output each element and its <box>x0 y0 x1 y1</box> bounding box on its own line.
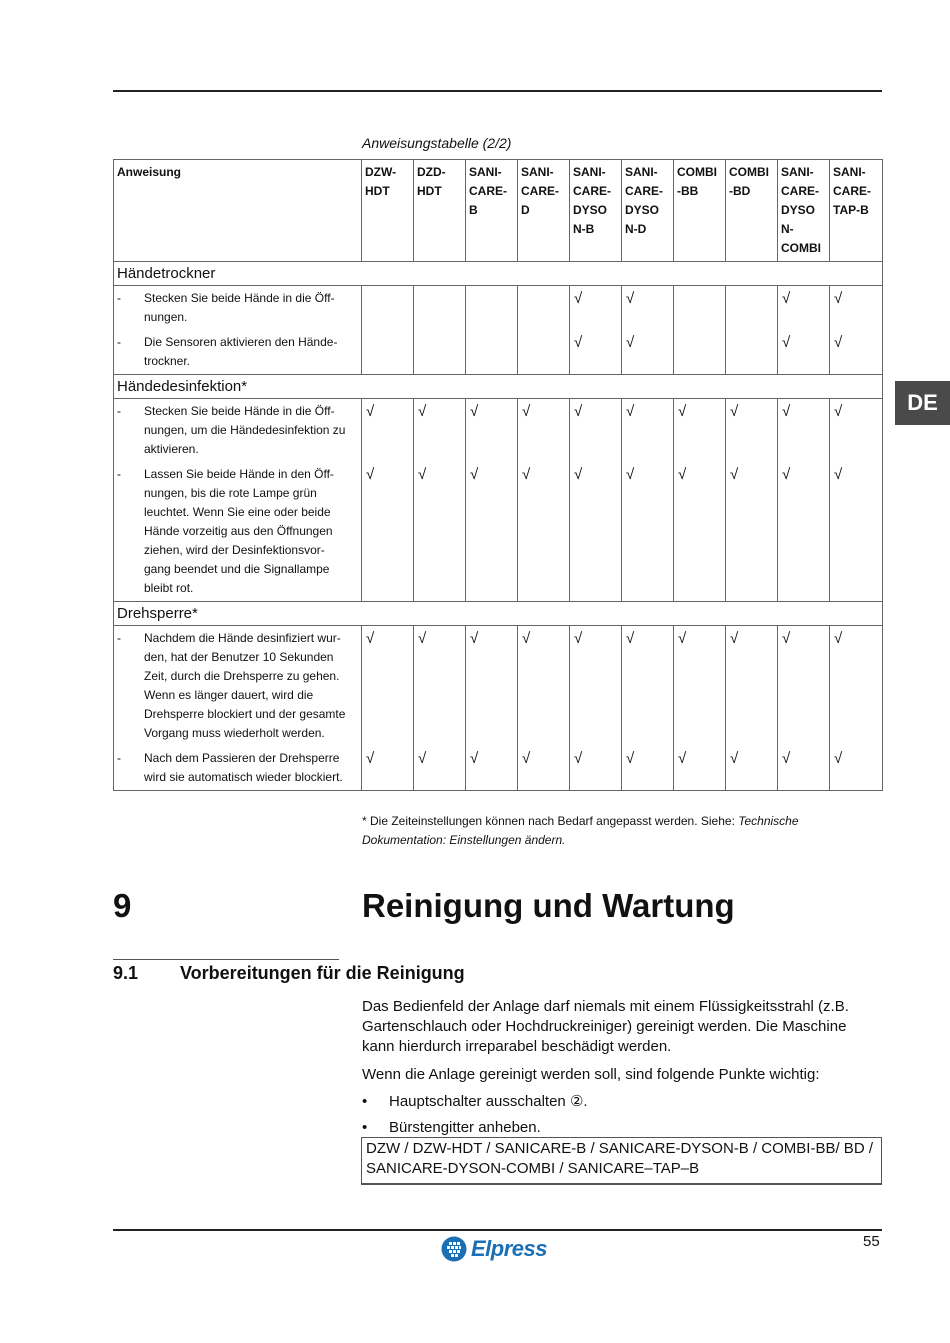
check-mark: √ <box>782 334 791 351</box>
check-cell <box>362 286 414 375</box>
section-row <box>114 602 883 626</box>
check-mark: √ <box>522 403 531 420</box>
step-line: nungen, um die Händedesinfektion zu <box>144 423 346 437</box>
header-model <box>570 160 622 262</box>
check-mark: √ <box>366 630 375 647</box>
header-model-line: DZW- <box>365 165 397 179</box>
step-line: wird sie automatisch wieder blockiert. <box>144 770 343 784</box>
check-mark: √ <box>834 403 843 420</box>
step-dash: - <box>117 335 121 349</box>
step-item <box>117 629 358 743</box>
step-line: Nach dem Passieren der Drehsperre <box>144 751 340 765</box>
elpress-logo <box>441 1236 547 1262</box>
empty-mark <box>418 333 461 371</box>
check-cell <box>518 626 570 791</box>
steps-cell <box>114 626 362 791</box>
check-mark: √ <box>730 630 739 647</box>
check-mark: √ <box>834 334 843 351</box>
check-mark: √ <box>574 334 583 351</box>
header-model-line: COMBI <box>677 165 717 179</box>
empty-mark <box>522 289 565 333</box>
step-line: bleibt rot. <box>144 581 194 595</box>
check-mark: √ <box>782 403 791 420</box>
section-title: Drehsperre* <box>114 602 883 626</box>
check-cell <box>674 399 726 602</box>
check-cell <box>622 399 674 602</box>
check-cell <box>830 626 883 791</box>
step-line: aktivieren. <box>144 442 199 456</box>
check-mark: √ <box>730 403 739 420</box>
check-cell <box>778 286 830 375</box>
check-cell <box>518 399 570 602</box>
step-line: leuchtet. Wenn Sie eine oder beide <box>144 505 331 519</box>
check-cell <box>362 399 414 602</box>
check-mark: √ <box>730 750 739 767</box>
header-model <box>414 160 466 262</box>
check-mark: √ <box>418 403 427 420</box>
check-mark: √ <box>834 466 843 483</box>
header-model-line: SANI- <box>625 165 658 179</box>
table-caption: Anweisungstabelle (2/2) <box>362 135 512 151</box>
check-mark: √ <box>678 630 687 647</box>
step-text <box>144 333 337 371</box>
header-model-line: SANI- <box>833 165 866 179</box>
step-dash: - <box>117 291 121 305</box>
step-line: den, hat der Benutzer 10 Sekunden <box>144 650 334 664</box>
check-mark: √ <box>574 750 583 767</box>
header-model-line: DZD- <box>417 165 446 179</box>
check-mark: √ <box>678 466 687 483</box>
check-cell <box>830 286 883 375</box>
check-mark: √ <box>626 403 635 420</box>
step-dash: - <box>117 467 121 481</box>
check-mark: √ <box>366 750 375 767</box>
check-mark: √ <box>678 403 687 420</box>
check-mark: √ <box>574 403 583 420</box>
step-line: Wenn es länger dauert, wird die <box>144 688 314 702</box>
step-line: Drehsperre blockiert und der gesamte <box>144 707 346 721</box>
header-model-line: N- <box>781 222 794 236</box>
step-line: ziehen, wird der Desinfektionsvor- <box>144 543 325 557</box>
header-model <box>674 160 726 262</box>
header-model-line: B <box>469 203 478 217</box>
steps-row <box>114 399 883 602</box>
header-model-line: D <box>521 203 530 217</box>
chapter-title: Reinigung und Wartung <box>362 887 735 924</box>
check-cell <box>570 286 622 375</box>
check-mark: √ <box>574 290 583 307</box>
header-model-line: SANI- <box>469 165 502 179</box>
empty-mark <box>678 289 721 333</box>
check-mark: √ <box>834 750 843 767</box>
step-line: nungen. <box>144 310 188 324</box>
check-mark: √ <box>522 630 531 647</box>
check-cell <box>674 626 726 791</box>
header-model-line: COMBI <box>729 165 769 179</box>
check-mark: √ <box>626 334 635 351</box>
check-mark: √ <box>782 466 791 483</box>
empty-mark <box>730 289 773 333</box>
check-mark: √ <box>366 403 375 420</box>
step-item <box>117 289 358 327</box>
header-model-line: SANI- <box>781 165 814 179</box>
empty-mark <box>470 333 513 371</box>
check-mark: √ <box>470 466 479 483</box>
empty-mark <box>366 289 409 333</box>
step-item <box>117 465 358 598</box>
section-title: Händedesinfektion* <box>114 375 883 399</box>
check-mark: √ <box>626 290 635 307</box>
empty-mark <box>470 289 513 333</box>
check-cell <box>466 286 518 375</box>
chapter-number: 9 <box>113 887 132 924</box>
check-mark: √ <box>470 403 479 420</box>
header-rule <box>113 90 882 92</box>
header-model <box>778 160 830 262</box>
check-mark: √ <box>574 466 583 483</box>
check-mark: √ <box>834 290 843 307</box>
check-mark: √ <box>470 630 479 647</box>
step-text <box>144 749 343 787</box>
step-line: Die Sensoren aktivieren den Hände- <box>144 335 338 349</box>
step-text <box>144 629 345 743</box>
bullet-text: Bürstengitter anheben. <box>389 1119 541 1136</box>
header-model-line: DYSO <box>625 203 660 217</box>
instruction-table <box>113 159 883 791</box>
check-mark: √ <box>418 466 427 483</box>
step-line: Zeit, durch die Drehsperre zu gehen. <box>144 669 340 683</box>
check-mark: √ <box>522 750 531 767</box>
check-cell <box>466 626 518 791</box>
model-applicability-box: DZW / DZW-HDT / SANICARE-B / SANICARE-DYSON-B / COMBI-BB/ BD / SANICARE-DYSON-COMBI / SANICARE–TAP–B <box>361 1137 882 1185</box>
check-mark: √ <box>834 630 843 647</box>
logo-wordmark: Elpress <box>471 1236 547 1261</box>
check-cell <box>414 286 466 375</box>
steps-row <box>114 626 883 791</box>
check-cell <box>518 286 570 375</box>
check-mark: √ <box>470 750 479 767</box>
header-model-line: SANI- <box>521 165 554 179</box>
header-model-line: CARE- <box>833 184 871 198</box>
header-model <box>830 160 883 262</box>
header-model-line: DYSO <box>573 203 608 217</box>
empty-mark <box>678 333 721 371</box>
section-rule <box>113 959 339 960</box>
check-mark: √ <box>782 750 791 767</box>
header-model-line: CARE- <box>781 184 819 198</box>
header-model-line: HDT <box>365 184 390 198</box>
step-item <box>117 333 358 371</box>
check-mark: √ <box>418 750 427 767</box>
check-cell <box>778 626 830 791</box>
check-cell <box>622 626 674 791</box>
step-line: Stecken Sie beide Hände in die Öff- <box>144 291 335 305</box>
step-line: trockner. <box>144 354 191 368</box>
step-dash: - <box>117 404 121 418</box>
check-mark: √ <box>418 630 427 647</box>
step-dash: - <box>117 751 121 765</box>
header-model <box>622 160 674 262</box>
language-tab: DE <box>895 381 950 425</box>
section-row <box>114 262 883 286</box>
step-line: Lassen Sie beide Hände in den Öff- <box>144 467 334 481</box>
header-model-line: N-B <box>573 222 595 236</box>
section-title: Händetrockner <box>114 262 883 286</box>
header-model <box>362 160 414 262</box>
step-line: Nachdem die Hände desinfiziert wur- <box>144 631 341 645</box>
header-model-line: HDT <box>417 184 442 198</box>
check-cell <box>570 399 622 602</box>
step-text <box>144 402 345 459</box>
check-cell <box>622 286 674 375</box>
check-mark: √ <box>626 630 635 647</box>
bullet-item <box>362 1089 882 1115</box>
check-cell <box>674 286 726 375</box>
header-model <box>466 160 518 262</box>
step-dash: - <box>117 631 121 645</box>
bullet-marker: • <box>362 1119 368 1136</box>
check-mark: √ <box>782 290 791 307</box>
check-cell <box>778 399 830 602</box>
header-model-line: N-D <box>625 222 647 236</box>
empty-mark <box>730 333 773 371</box>
header-model-line: TAP-B <box>833 203 869 217</box>
header-model-line: COMBI <box>781 241 821 255</box>
header-model <box>518 160 570 262</box>
bullet-list <box>362 1089 882 1141</box>
steps-row <box>114 286 883 375</box>
footer-rule <box>113 1229 882 1231</box>
step-line: Vorgang muss wiederholt werden. <box>144 726 325 740</box>
check-cell <box>830 399 883 602</box>
header-model-line: -BB <box>677 184 699 198</box>
check-cell <box>362 626 414 791</box>
body-paragraph: Das Bedienfeld der Anlage darf niemals mit einem Flüssigkeitsstrahl (z.B. Gartenschlauch oder Hochdruckreiniger) gereinigt werden. Die Maschine kann hierdurch irreparabel beschädigt werden. <box>362 998 849 1055</box>
table-footnote <box>362 812 862 850</box>
footnote-reference: Technische Dokumentation: Einstellungen ändern. <box>362 814 799 847</box>
bullet-text: Hauptschalter ausschalten ②. <box>389 1093 588 1110</box>
step-item <box>117 402 358 459</box>
check-mark: √ <box>678 750 687 767</box>
step-text <box>144 289 335 327</box>
empty-mark <box>418 289 461 333</box>
page-number: 55 <box>863 1233 880 1250</box>
check-mark: √ <box>366 466 375 483</box>
empty-mark <box>366 333 409 371</box>
steps-cell <box>114 399 362 602</box>
empty-mark <box>522 333 565 371</box>
step-text <box>144 465 334 598</box>
header-instruction: Anweisung <box>114 160 362 262</box>
header-model <box>726 160 778 262</box>
bullet-marker: • <box>362 1093 368 1110</box>
header-model-line: CARE- <box>521 184 559 198</box>
body-paragraph: Wenn die Anlage gereinigt werden soll, sind folgende Punkte wichtig: <box>362 1066 820 1083</box>
section-row <box>114 375 883 399</box>
check-cell <box>570 626 622 791</box>
check-mark: √ <box>782 630 791 647</box>
check-cell <box>414 626 466 791</box>
section-title: Vorbereitungen für die Reinigung <box>180 963 465 983</box>
header-model-line: -BD <box>729 184 751 198</box>
check-mark: √ <box>730 466 739 483</box>
header-model-line: SANI- <box>573 165 606 179</box>
check-cell <box>726 286 778 375</box>
header-model-line: DYSO <box>781 203 816 217</box>
table-header-row <box>114 160 883 262</box>
step-line: gang beendet und die Signallampe <box>144 562 330 576</box>
footnote-text: * Die Zeiteinstellungen können nach Bedarf angepasst werden. Siehe: <box>362 814 739 828</box>
section-number: 9.1 <box>113 963 139 983</box>
header-model-line: CARE- <box>625 184 663 198</box>
step-line: nungen, bis die rote Lampe grün <box>144 486 317 500</box>
check-mark: √ <box>626 750 635 767</box>
header-model-line: CARE- <box>573 184 611 198</box>
check-cell <box>414 399 466 602</box>
step-item <box>117 749 358 787</box>
check-cell <box>726 626 778 791</box>
check-mark: √ <box>522 466 531 483</box>
check-mark: √ <box>574 630 583 647</box>
step-line: Hände vorzeitig aus den Öffnungen <box>144 524 333 538</box>
check-cell <box>726 399 778 602</box>
header-model-line: CARE- <box>469 184 507 198</box>
steps-cell <box>114 286 362 375</box>
step-line: Stecken Sie beide Hände in die Öff- <box>144 404 335 418</box>
check-mark: √ <box>626 466 635 483</box>
check-cell <box>466 399 518 602</box>
elpress-logo-icon <box>441 1236 467 1262</box>
